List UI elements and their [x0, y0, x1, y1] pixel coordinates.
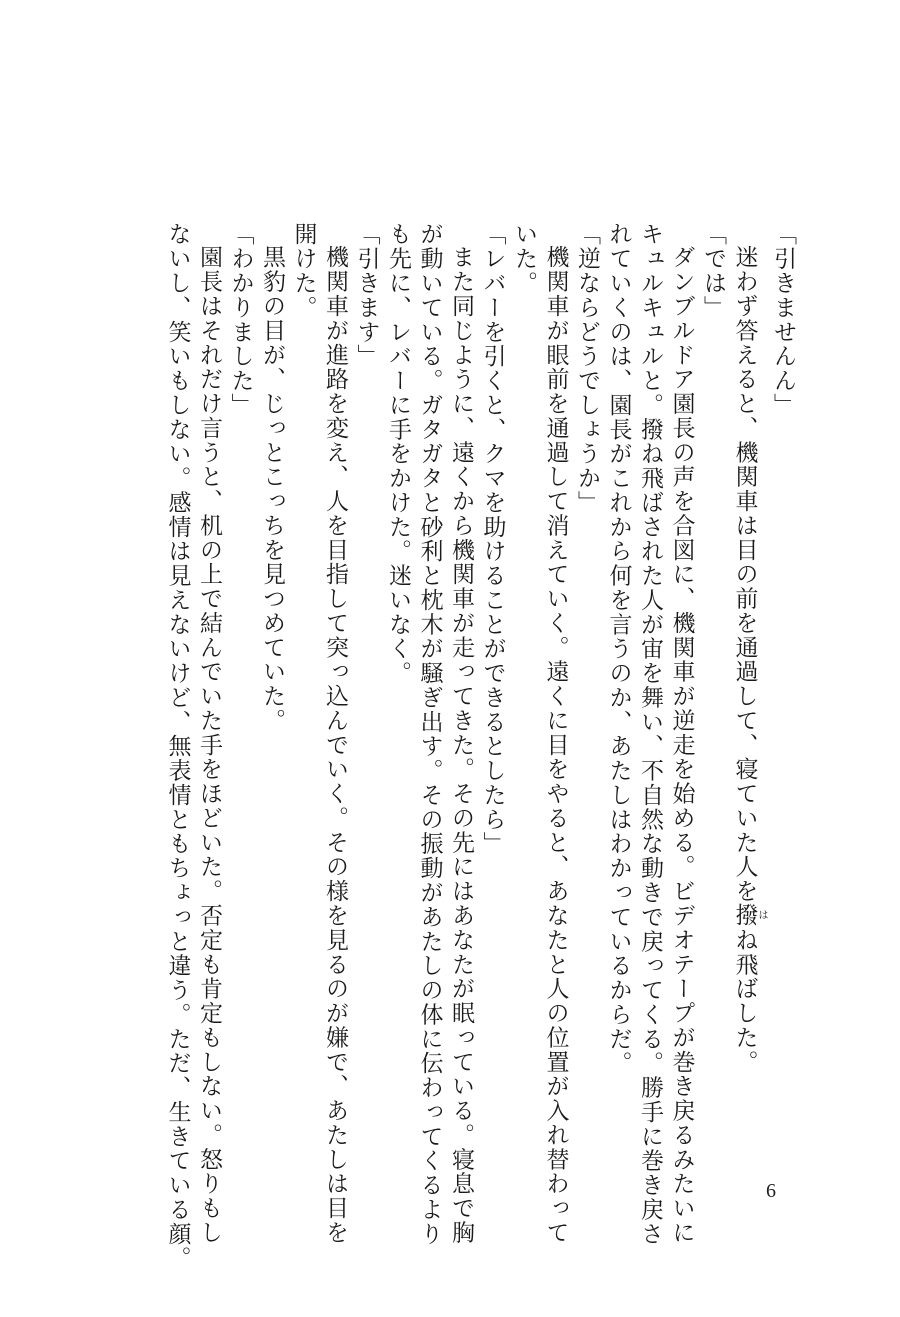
page-number: 6 — [766, 1180, 776, 1202]
text-line: 黒豹の目が、じっとこっちを見つめていた。 — [259, 245, 285, 733]
text-line: 「では」 — [700, 222, 726, 320]
text-line: ダンブルドア園長の声を合図に、機関車が逆走を始める。ビデオテープが巻き戻るみたいに — [668, 245, 695, 1245]
text-line: ないし、笑いもしない。感情は見えないけど、無表情ともちょっと違う。ただ、生きている顔。 — [164, 222, 191, 1271]
text-line: 「引きます」 — [353, 222, 380, 369]
text-line: 「レバーを引くと、クマを助けることができるとしたら」 — [479, 222, 506, 856]
text-line: 機関車が眼前を通過して消えていく。遠くに目をやると、あなたと人の位置が入れ替わって — [542, 245, 569, 1245]
text-line: 機関車が進路を変え、人を目指して突っ込んでいく。その様を見るのが嫌で、あたしは目を — [322, 245, 348, 1245]
ruby-reading: は — [756, 903, 767, 928]
text-line: 「逆ならどうでしょうか」 — [574, 222, 600, 515]
ruby-base: 撥 — [731, 903, 758, 928]
text-line: 「わかりました」 — [227, 222, 254, 418]
text-line: キュルキュルと。撥ね飛ばされた人が宙を舞い、不自然な動きで戻ってくる。勝手に巻き戻さ — [637, 222, 663, 1246]
text-line: 園長はそれだけ言うと、机の上で結んでいた手をほどいた。否定も肯定もしない。怒りもし — [196, 245, 222, 1245]
vertical-text-body — [98, 222, 798, 1271]
text-line: 開けた。 — [290, 222, 317, 320]
line-segment: ね飛ばした。 — [731, 927, 758, 1074]
text-line: が動いている。ガタガタと砂利と枕木が騒ぎ出す。その振動があたしの体に伝わってくるより — [416, 222, 443, 1246]
text-line: いた。 — [511, 222, 537, 296]
text-line-with-ruby — [728, 222, 767, 1162]
text-line: れていくのは、園長がこれから何を言うのか、あたしはわかっているからだ。 — [605, 222, 632, 1076]
text-line: 「引きませんん」 — [770, 222, 796, 418]
ruby-annotation — [731, 903, 767, 928]
line-segment: 迷わず答えると、機関車は目の前を通過して、寝ていた人を — [731, 245, 758, 904]
text-line: また同じように、遠くから機関車が走ってきた。その先にはあなたが眠っている。寝息で胸 — [448, 245, 474, 1245]
text-line: も先に、レバーに手をかけた。迷いなく。 — [385, 222, 411, 686]
